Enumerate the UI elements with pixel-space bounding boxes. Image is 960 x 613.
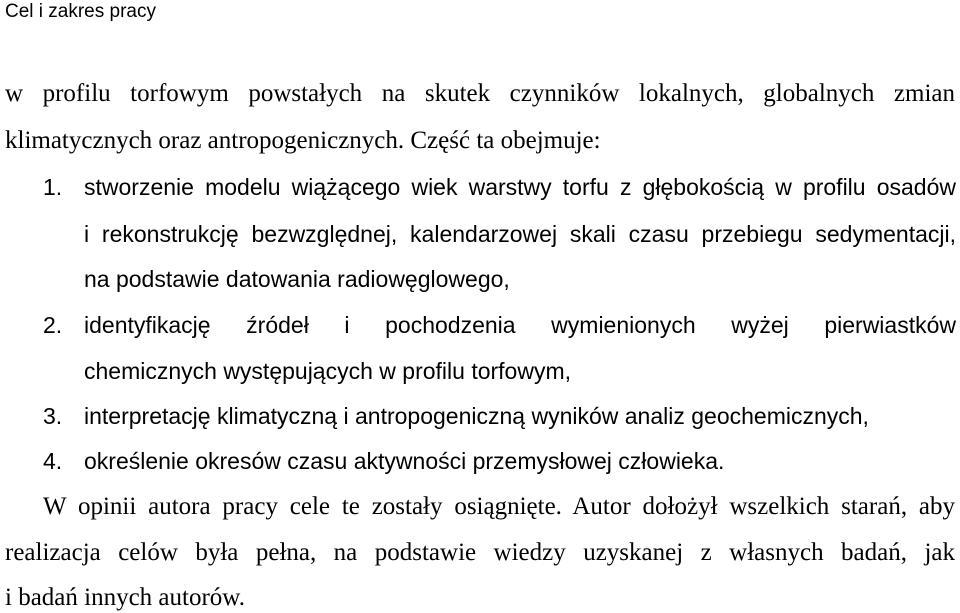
list-item-number: 1. [43,174,63,200]
list-item-line: na podstawie datowania radiowęglowego, [84,266,510,292]
list-item-number: 2. [43,312,63,338]
closing-line-2: realizacja celów była pełna, na podstawie wiedzy uzyskanej z własnych badań, jak [5,539,955,566]
list-item-line: chemicznych występujących w profilu torfowym, [84,358,571,384]
list-item-line: i rekonstrukcję bezwzględnej, kalendarzowej skali czasu przebiegu sedymentacji, [84,221,956,247]
list-item-number: 3. [43,403,63,429]
list-item-line: identyfikację źródeł i pochodzenia wymienionych wyżej pierwiastków [84,312,956,338]
list-item-number: 4. [43,448,63,474]
list-item-line: stworzenie modelu wiążącego wiek warstwy torfu z głębokością w profilu osadów [84,174,956,200]
page-header: Cel i zakres pracy [5,1,156,22]
list-item-line: określenie okresów czasu aktywności przemysłowej człowieka. [84,448,725,474]
intro-line-2: klimatycznych oraz antropogenicznych. Część ta obejmuje: [5,127,601,154]
closing-line-3: i badań innych autorów. [5,584,245,611]
intro-line-1: w profilu torfowym powstałych na skutek czynników lokalnych, globalnych zmian [5,80,955,107]
closing-line-1: W opinii autora pracy cele te zostały osiągnięte. Autor dołożył wszelkich starań, aby [43,493,955,520]
list-item-line: interpretację klimatyczną i antropogeniczną wyników analiz geochemicznych, [84,403,869,429]
